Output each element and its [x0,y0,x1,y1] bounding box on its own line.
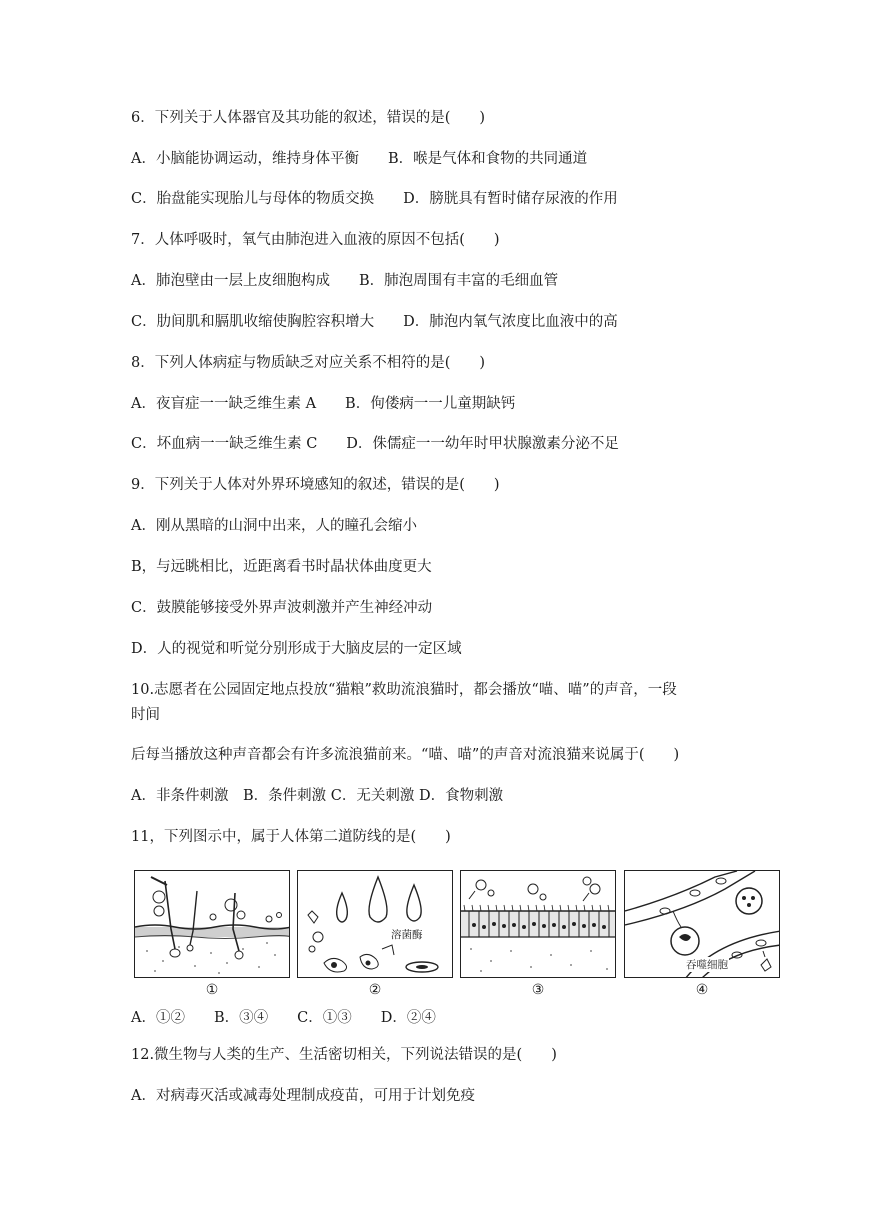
q10-stem-3: 后每当播放这种声音都会有许多流浪猫前来。“喵、喵”的声音对流浪猫来说属于( ) [131,747,680,763]
q8-stem: 8．下列人体病症与物质缺乏对应关系不相符的是( ) [131,355,486,371]
q8-options-ab: A．夜盲症一一缺乏维生素 A B．佝偻病一一儿童期缺钙 [131,396,516,412]
q9-stem: 9．下列关于人体对外界环境感知的叙述，错误的是( ) [131,477,500,493]
q9-option-c: C．鼓膜能够接受外界声波刺激并产生神经冲动 [131,600,433,616]
q9-option-d: D．人的视觉和听觉分别形成于大脑皮层的一定区域 [131,641,462,657]
q7-options-cd: C．肋间肌和膈肌收缩使胸腔容积增大 D．肺泡内氧气浓度比血液中的高 [131,314,618,330]
q7-options-ab: A．肺泡壁由一层上皮细胞构成 B．肺泡周围有丰富的毛细血管 [131,273,559,289]
figure-panel-2 [297,870,453,978]
q10-stem-1: 10.志愿者在公园固定地点投放“猫粮”救助流浪猫时，都会播放“喵、喵”的声音，一段 [131,682,677,698]
q11-stem: 11，下列图示中，属于人体第二道防线的是( ) [131,829,451,845]
figure-panel-1 [134,870,290,978]
q12-stem: 12.微生物与人类的生产、生活密切相关，下列说法错误的是( ) [131,1047,557,1063]
defense-line-figure [134,870,782,1000]
q12-option-a: A．对病毒灭活或减毒处理制成疫苗，可用于计划免疫 [131,1088,475,1104]
panel-number-1: ① [205,982,219,998]
q9-option-a: A．刚从黑暗的山洞中出来，人的瞳孔会缩小 [131,518,417,534]
q11-options: A．①② B．③④ C．①③ D．②④ [131,1010,436,1026]
phagocyte-label: 吞噬细胞 [686,959,728,971]
figure-panel-3 [460,870,616,978]
q9-option-b: B，与远眺相比，近距离看书时晶状体曲度更大 [131,559,432,575]
figure-panel-4 [624,870,780,978]
q6-stem: 6．下列关于人体器官及其功能的叙述，错误的是( ) [131,110,486,126]
lysozyme-label: 溶菌酶 [391,929,423,941]
panel-number-2: ② [368,982,382,998]
q8-options-cd: C．坏血病一一缺乏维生素 C D．侏儒症一一幼年时甲状腺激素分泌不足 [131,436,619,452]
panel-number-3: ③ [531,982,545,998]
q10-stem-2: 时间 [131,707,160,723]
q10-options: A．非条件刺激 B．条件刺激 C．无关刺激 D．食物刺激 [131,788,504,804]
q6-options-ab: A．小脑能协调运动，维持身体平衡 B．喉是气体和食物的共同通道 [131,151,588,167]
q6-options-cd: C．胎盘能实现胎儿与母体的物质交换 D．膀胱具有暂时储存尿液的作用 [131,191,618,207]
q7-stem: 7．人体呼吸时，氧气由肺泡进入血液的原因不包括( ) [131,232,500,248]
panel-number-4: ④ [695,982,709,998]
